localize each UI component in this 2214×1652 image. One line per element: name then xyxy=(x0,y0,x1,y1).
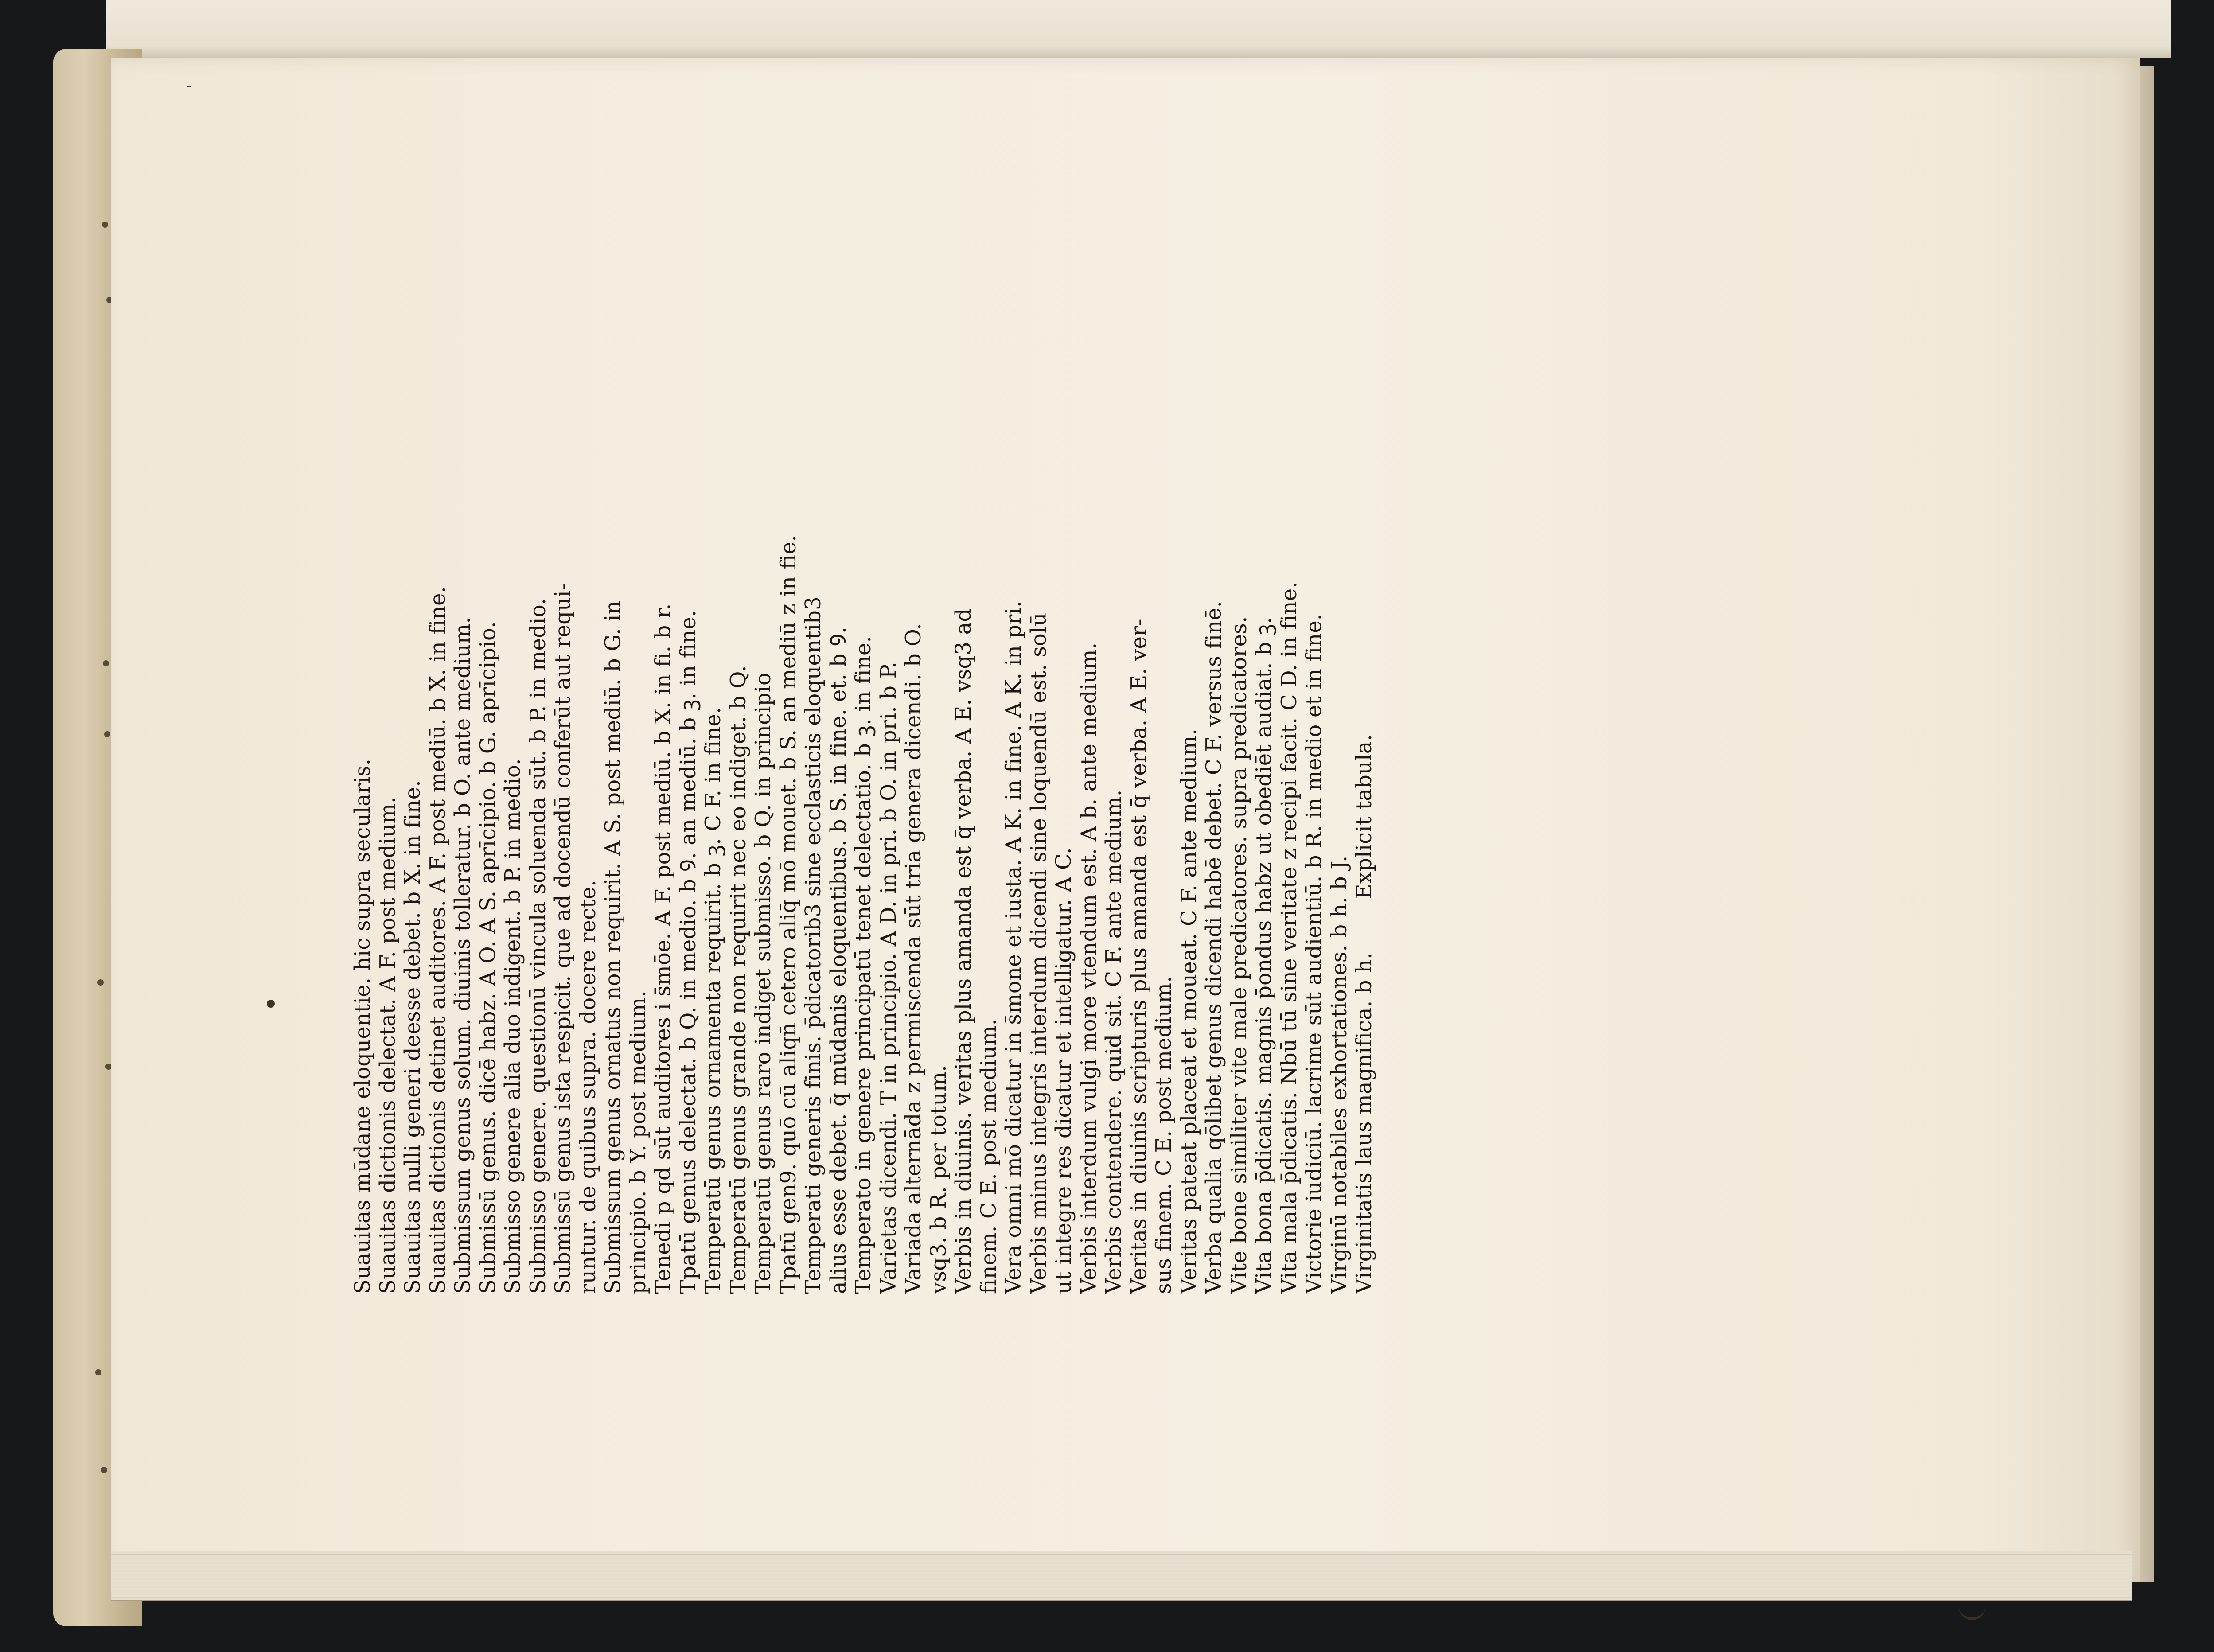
index-line: Tpatū gen9. quō cū aliqn̄ cetero aliq̄ mō mouet. b S. an mediū z in fie. xyxy=(776,534,801,1294)
index-line: Vita mala p̄dicatis. Nbū tū sine veritate z recipi facit. C D. in fine. xyxy=(1276,581,1302,1294)
index-line: runtur. de quibus supra. docere recte. xyxy=(575,880,600,1294)
index-line: Suauitas dictionis detinet auditores. A F. post mediū. b X. in fine. xyxy=(425,586,450,1294)
binding-spot xyxy=(102,222,108,228)
index-line: Veritas in diuinis scripturis plus amanda est q̄ verba. A E. ver- xyxy=(1126,619,1151,1294)
binding-spot xyxy=(101,1467,107,1473)
page-corner-curl xyxy=(1959,1591,1985,1620)
index-line: Temperatū genus grande non requirit nec eo indiget. b Q. xyxy=(725,665,751,1294)
index-line: Tpatū genus delectat. b Q. in medio. b Ꝯ. an mediū. b ꝫ. in fine. xyxy=(675,610,701,1294)
index-line: Temperatū genus raro indiget submisso. b Q. in principio xyxy=(751,672,776,1294)
index-line-last xyxy=(1352,53,1377,1294)
page-stack-edges xyxy=(111,1551,2132,1601)
index-line: sus finem. C E. post medium. xyxy=(1151,976,1176,1294)
index-line: Submissum genus ornatus non requirit. A S. post mediū. b G. in xyxy=(600,600,625,1294)
index-line: Suauitas nulli generi deesse debet. b X. in fine. xyxy=(400,780,425,1294)
index-line: finem. C E. post medium. xyxy=(976,1018,1001,1294)
page-mark: - xyxy=(186,75,192,96)
index-line: Submisso genere. questionū vincula soluenda sūt. b P. in medio. xyxy=(525,598,550,1294)
index-line: Variada alternāda z permiscenda sūt tria genera dicendi. b O. xyxy=(901,623,926,1294)
index-line: Victorie iudiciū. lacrime sūt audientiū. b R. in medio et in fine. xyxy=(1302,613,1326,1294)
index-line: vsq3. b R. per totum. xyxy=(926,1065,951,1294)
index-line: Verba qualia qōlibet genus dicendi habē debet. C F. versus finē. xyxy=(1201,600,1226,1294)
index-line: Submissum genus solum. diuinis tolleratur. b O. ante medium. xyxy=(450,617,475,1294)
index-line: Verbis contendere. quid sit. C F. ante medium. xyxy=(1101,789,1126,1294)
index-line: Verbis in diuinis. veritas plus amanda est q̄ verba. A E. vsq3 ad xyxy=(951,608,976,1294)
index-line: alius esse debet. q̄ mūdanis eloquentibus. b S. in fine. et. b Ꝯ. xyxy=(826,627,851,1294)
index-line: Vite bone similiter vite male predicatores. supra predicatores. xyxy=(1226,616,1251,1294)
index-line: Submissū genus ista respicit. que ad docendū conferūt aut requi- xyxy=(550,583,575,1294)
index-line: Virginitatis laus magnifica. b h. xyxy=(1352,952,1376,1294)
index-text-block xyxy=(350,53,1742,1294)
binding-spot xyxy=(97,979,104,986)
binding-spot xyxy=(103,660,109,666)
index-line: Temperatū genus ornamenta requirit. b ꝫ. C F. in fine. xyxy=(701,707,725,1294)
index-line: Vera omni mō dicatur in s̄mone et iusta. A K. in fine. A K. in pri. xyxy=(1001,600,1026,1294)
index-line: Veritas pateat placeat et moueat. C F. ante medium. xyxy=(1176,729,1201,1294)
index-line: Suauitas mūdane eloquentie. hic supra secularis. xyxy=(350,758,375,1294)
index-line: Submisso genere alia duo indigent. b P. in medio. xyxy=(500,758,525,1294)
index-line: Suauitas dictionis delectat. A F. post medium. xyxy=(375,796,400,1294)
index-line: Verbis minus integris interdum dicendi sine loquendū est. solū xyxy=(1026,612,1051,1294)
index-line: Varietas dicendi. T in principio. A D. in pri. b O. in pri. b P. xyxy=(876,662,901,1294)
index-line: principio. b Y. post medium. xyxy=(625,990,651,1294)
index-line: Tenedi p qd sūt auditores i s̄mōe. A F. post mediū. b X. in fi. b r. xyxy=(651,603,675,1294)
binding-spot xyxy=(95,1369,101,1375)
facing-page-edge xyxy=(106,0,2171,58)
binding-spot xyxy=(104,731,110,737)
index-line: Verbis interdum vulgi more vtendum est. A b. ante medium. xyxy=(1076,642,1101,1294)
index-line: ut integre res dicatur et intelligatur. A C. xyxy=(1051,847,1076,1294)
index-line: Submissū genus. dicē habz. A O. A S. aprīcipio. b G. aprīcipio. xyxy=(475,621,500,1294)
index-line: Temperato in genere principatū tenet delectatio. b ꝫ. in fine. xyxy=(851,635,876,1294)
index-line: Temperati generis finis. p̄dicatorib3 sine ecclasticis eloquentib3 xyxy=(801,596,826,1294)
explicit-colophon: Explicit tabula. xyxy=(1352,734,1376,900)
index-line: Virginū notabiles exhortationes. b h. b J. xyxy=(1326,855,1352,1294)
index-line: Vita bona p̄dicatis. magnis p̄ondus habz ut obediēt audiat. b ꝫ. xyxy=(1251,617,1276,1294)
ink-dot xyxy=(267,1000,275,1008)
